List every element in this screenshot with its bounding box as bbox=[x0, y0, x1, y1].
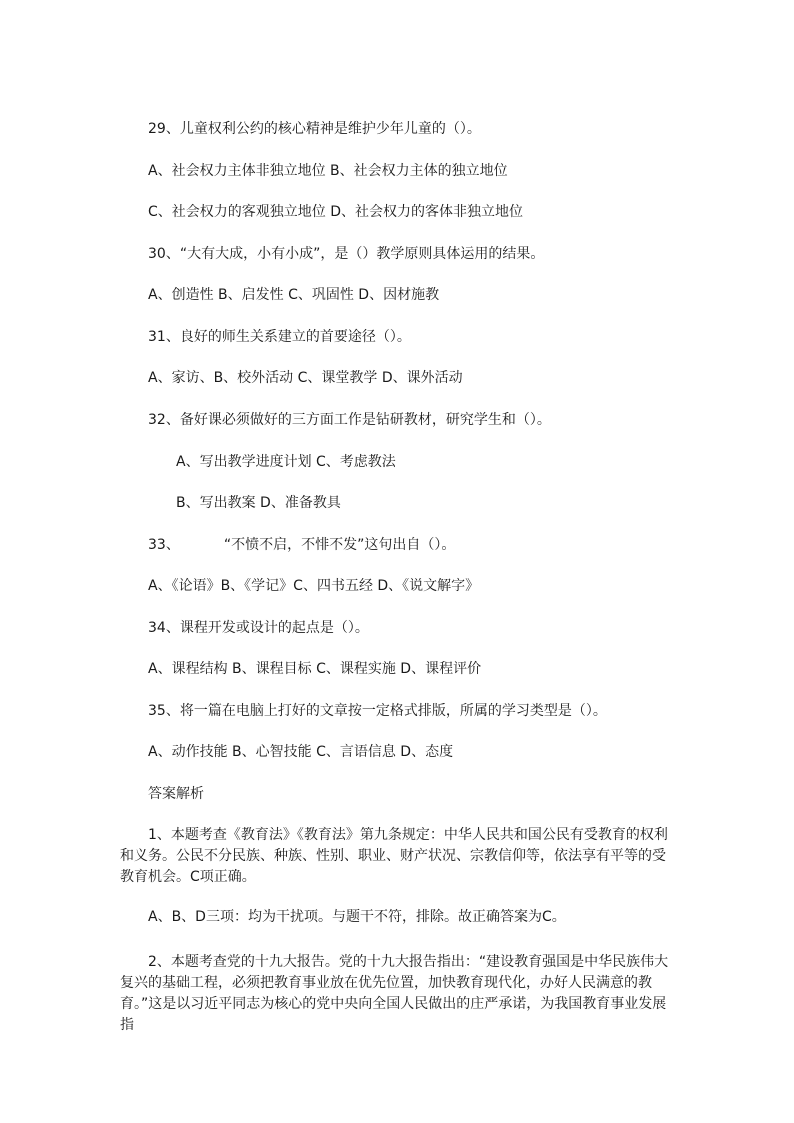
question-34-options: A、课程结构 B、课程目标 C、课程实施 D、课程评价 bbox=[148, 661, 482, 677]
question-30-stem: 30、“大有大成，小有小成”，是（）教学原则具体运用的结果。 bbox=[148, 246, 545, 262]
question-33-stem bbox=[148, 536, 455, 554]
answer-1-paragraph: 1、本题考查《教育法》《教育法》第九条规定：中华人民共和国公民有受教育的权利和义务。公民不分民族、种族、性别、职业、财产状况、宗教信仰等，依法享有平等的受教育机会。C项正确。 bbox=[120, 827, 668, 885]
question-32-options-1: A、写出教学进度计划 C、考虑教法 bbox=[176, 454, 396, 470]
answers-heading: 答案解析 bbox=[148, 786, 204, 802]
question-29-stem: 29、儿童权利公约的核心精神是维护少年儿童的（）。 bbox=[148, 121, 481, 137]
question-35-stem: 35、将一篇在电脑上打好的文章按一定格式排版，所属的学习类型是（）。 bbox=[148, 703, 607, 719]
question-31-stem: 31、良好的师生关系建立的首要途径（）。 bbox=[148, 329, 411, 345]
question-32-options-2: B、写出教案 D、准备教具 bbox=[176, 495, 341, 511]
answer-1-note: A、B、D三项：均为干扰项。与题干不符，排除。故正确答案为C。 bbox=[148, 909, 566, 925]
question-33-text: “不愤不启，不悱不发”这句出自（）。 bbox=[223, 537, 456, 553]
question-31-options: A、家访、B、校外活动 C、课堂教学 D、课外活动 bbox=[148, 370, 463, 386]
question-33-number: 33、 bbox=[148, 537, 180, 553]
question-33-options: A、《论语》B、《学记》C、四书五经 D、《说文解字》 bbox=[148, 578, 480, 594]
question-35-options: A、动作技能 B、心智技能 C、言语信息 D、态度 bbox=[148, 744, 454, 760]
answer-2-paragraph: 2、本题考查党的十九大报告。党的十九大报告指出：“建设教育强国是中华民族伟大复兴的基础工程，必须把教育事业放在优先位置，加快教育现代化，办好人民满意的教育。”这是以习近平同志为核心的党中央向全国人民做出的庄严承诺，为我国教育事业发展指 bbox=[120, 954, 669, 1033]
question-30-options: A、创造性 B、启发性 C、巩固性 D、因材施教 bbox=[148, 287, 440, 303]
question-29-options-2: C、社会权力的客观独立地位 D、社会权力的客体非独立地位 bbox=[148, 204, 524, 220]
question-29-options-1: A、社会权力主体非独立地位 B、社会权力主体的独立地位 bbox=[148, 163, 508, 179]
question-32-stem: 32、备好课必须做好的三方面工作是钻研教材，研究学生和（）。 bbox=[148, 412, 551, 428]
question-34-stem: 34、课程开发或设计的起点是（）。 bbox=[148, 620, 369, 636]
